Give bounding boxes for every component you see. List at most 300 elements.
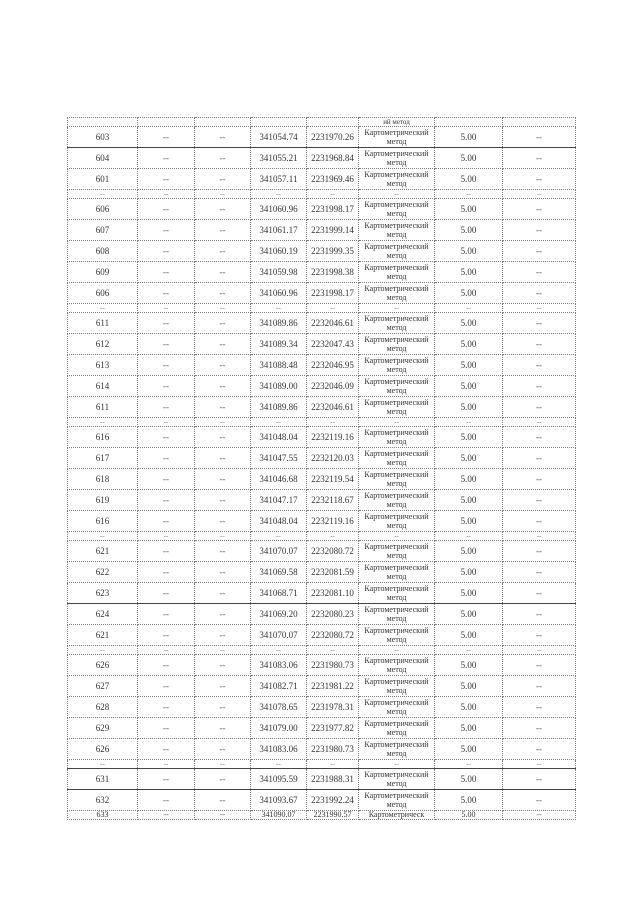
cell-c2: -- [138, 676, 195, 697]
cell-x: 341069.20 [251, 604, 307, 625]
cell-no: 617 [68, 448, 138, 469]
cell-c8: -- [503, 334, 576, 355]
cell-y: 2232046.95 [307, 355, 359, 376]
cell-c2: -- [138, 283, 195, 304]
cell-x: 341070.07 [251, 625, 307, 646]
cell-c2: -- [138, 760, 195, 769]
cell-c3: -- [195, 718, 251, 739]
cell-c2: -- [138, 334, 195, 355]
cell-c2: -- [138, 769, 195, 790]
cell-accuracy: 5.00 [435, 376, 503, 397]
cell-accuracy: 5.00 [435, 604, 503, 625]
cell-y: 2231980.73 [307, 739, 359, 760]
cell-method: Картометрический метод [359, 199, 435, 220]
cell-c2: -- [138, 541, 195, 562]
cell-c2: -- [138, 127, 195, 148]
cell-c2: -- [138, 562, 195, 583]
cell-c8: -- [503, 625, 576, 646]
cell-x: 341089.00 [251, 376, 307, 397]
cell-c3: -- [195, 676, 251, 697]
cell-no: 611 [68, 397, 138, 418]
cell-c8: -- [503, 811, 576, 820]
cell-no: -- [68, 304, 138, 313]
cell-method: Картометрический метод [359, 397, 435, 418]
cell-no: 621 [68, 541, 138, 562]
cell-c2: -- [138, 148, 195, 169]
table-row [68, 397, 576, 418]
cell-method: ий метод [359, 118, 435, 127]
cell-x: 341048.04 [251, 427, 307, 448]
cell-x: -- [251, 418, 307, 427]
cell-c3: -- [195, 811, 251, 820]
cell-c3: -- [195, 418, 251, 427]
cell-c8: -- [503, 790, 576, 811]
cell-c8: -- [503, 562, 576, 583]
cell-c3: -- [195, 562, 251, 583]
cell-accuracy: 5.00 [435, 490, 503, 511]
cell-c3: -- [195, 769, 251, 790]
table-row [68, 313, 576, 334]
cell-no: 627 [68, 676, 138, 697]
cell-no: 619 [68, 490, 138, 511]
cell-no: 601 [68, 169, 138, 190]
cell-method: Картометрический метод [359, 511, 435, 532]
cell-accuracy: 5.00 [435, 169, 503, 190]
cell-c3: -- [195, 334, 251, 355]
cell-x: -- [251, 190, 307, 199]
cell-y: 2231999.14 [307, 220, 359, 241]
cell-x: 341047.17 [251, 490, 307, 511]
cell-x: 341070.07 [251, 541, 307, 562]
cell-c3: -- [195, 313, 251, 334]
cell-x: 341079.00 [251, 718, 307, 739]
cell-no: 606 [68, 283, 138, 304]
cell-x [251, 118, 307, 127]
cell-y: -- [307, 190, 359, 199]
cell-no: 618 [68, 469, 138, 490]
cell-y: 2231981.22 [307, 676, 359, 697]
cell-c2: -- [138, 190, 195, 199]
cell-c8: -- [503, 148, 576, 169]
cell-x: 341057.11 [251, 169, 307, 190]
table-row [68, 790, 576, 811]
cell-c2: -- [138, 790, 195, 811]
cell-y: 2231998.17 [307, 199, 359, 220]
table-row [68, 697, 576, 718]
cell-c2: -- [138, 220, 195, 241]
cell-method: Картометрический метод [359, 541, 435, 562]
cell-c3: -- [195, 427, 251, 448]
cell-x: 341083.06 [251, 739, 307, 760]
cell-accuracy: 5.00 [435, 625, 503, 646]
cell-c2: -- [138, 655, 195, 676]
cell-c2: -- [138, 313, 195, 334]
cell-method: Картометрический метод [359, 583, 435, 604]
cell-y: 2231980.73 [307, 655, 359, 676]
cell-y: 2231968.84 [307, 148, 359, 169]
cell-no: 609 [68, 262, 138, 283]
cell-accuracy: 5.00 [435, 355, 503, 376]
cell-accuracy: 5.00 [435, 448, 503, 469]
cell-c2: -- [138, 355, 195, 376]
cell-method: Картометрический метод [359, 376, 435, 397]
table-row [68, 469, 576, 490]
cell-c3: -- [195, 697, 251, 718]
cell-c8: -- [503, 397, 576, 418]
cell-method: Картометрический метод [359, 169, 435, 190]
table-row [68, 604, 576, 625]
cell-c2: -- [138, 469, 195, 490]
cell-c8: -- [503, 541, 576, 562]
cell-y: 2231988.31 [307, 769, 359, 790]
cell-y: 2231977.82 [307, 718, 359, 739]
cell-no: 616 [68, 427, 138, 448]
cell-no: 629 [68, 718, 138, 739]
cell-method: -- [359, 304, 435, 313]
table-row [68, 718, 576, 739]
cell-accuracy [435, 118, 503, 127]
table-row [68, 262, 576, 283]
coordinates-table [67, 117, 576, 820]
cell-c8: -- [503, 199, 576, 220]
table-separator-row [68, 760, 576, 769]
cell-c8: -- [503, 283, 576, 304]
cell-method: Картометрический метод [359, 697, 435, 718]
cell-x: 341089.86 [251, 313, 307, 334]
cell-c3: -- [195, 283, 251, 304]
table-row [68, 541, 576, 562]
cell-c3: -- [195, 304, 251, 313]
cell-no: 606 [68, 199, 138, 220]
cell-c3: -- [195, 220, 251, 241]
cell-x: 341061.17 [251, 220, 307, 241]
cell-c2: -- [138, 169, 195, 190]
cell-c8: -- [503, 127, 576, 148]
cell-accuracy: 5.00 [435, 718, 503, 739]
cell-method: Картометрический метод [359, 148, 435, 169]
cell-x: 341089.34 [251, 334, 307, 355]
cell-no: 614 [68, 376, 138, 397]
cell-no: 626 [68, 655, 138, 676]
cell-y: 2232118.67 [307, 490, 359, 511]
cell-no: 621 [68, 625, 138, 646]
cell-c3: -- [195, 448, 251, 469]
cell-accuracy: 5.00 [435, 148, 503, 169]
cell-y: -- [307, 418, 359, 427]
cell-y: 2232080.23 [307, 604, 359, 625]
cell-method: -- [359, 760, 435, 769]
cell-accuracy: 5.00 [435, 655, 503, 676]
cell-accuracy: 5.00 [435, 676, 503, 697]
cell-x: 341060.19 [251, 241, 307, 262]
cell-c8: -- [503, 646, 576, 655]
cell-c3: -- [195, 190, 251, 199]
cell-no: 632 [68, 790, 138, 811]
cell-c3: -- [195, 604, 251, 625]
cell-method: -- [359, 418, 435, 427]
cell-y: 2232080.72 [307, 625, 359, 646]
cell-c3: -- [195, 490, 251, 511]
cell-accuracy: 5.00 [435, 469, 503, 490]
cell-no: 604 [68, 148, 138, 169]
cell-method: Картометрический метод [359, 241, 435, 262]
table-row [68, 676, 576, 697]
cell-accuracy: 5.00 [435, 562, 503, 583]
table-separator-row [68, 532, 576, 541]
cell-no: 626 [68, 739, 138, 760]
table-row [68, 169, 576, 190]
cell-x: 341093.67 [251, 790, 307, 811]
cell-no: 616 [68, 511, 138, 532]
cell-x: 341068.71 [251, 583, 307, 604]
cell-y: 2232120.03 [307, 448, 359, 469]
cell-method: Картометрический метод [359, 490, 435, 511]
cell-c2: -- [138, 718, 195, 739]
cell-x: -- [251, 532, 307, 541]
cell-no: 623 [68, 583, 138, 604]
cell-c2: -- [138, 604, 195, 625]
table-separator-row [68, 646, 576, 655]
cell-c8: -- [503, 676, 576, 697]
cell-accuracy: 5.00 [435, 283, 503, 304]
cell-accuracy: 5.00 [435, 583, 503, 604]
cell-c3: -- [195, 199, 251, 220]
cell-no: -- [68, 418, 138, 427]
cell-y: 2232119.16 [307, 427, 359, 448]
cell-c8: -- [503, 376, 576, 397]
cell-y: 2232119.16 [307, 511, 359, 532]
table-row [68, 283, 576, 304]
cell-y: -- [307, 304, 359, 313]
cell-c8: -- [503, 262, 576, 283]
cell-c2: -- [138, 490, 195, 511]
cell-accuracy: 5.00 [435, 199, 503, 220]
cell-method: Картометрический метод [359, 676, 435, 697]
cell-c8: -- [503, 190, 576, 199]
cell-x: 341054.74 [251, 127, 307, 148]
cell-x: 341060.96 [251, 283, 307, 304]
cell-c8: -- [503, 760, 576, 769]
cell-c3: -- [195, 541, 251, 562]
table-row [68, 490, 576, 511]
cell-y: 2232047.43 [307, 334, 359, 355]
cell-method: Картометрический метод [359, 790, 435, 811]
cell-y: 2232119.54 [307, 469, 359, 490]
cell-c2: -- [138, 811, 195, 820]
cell-c3: -- [195, 583, 251, 604]
cell-c8: -- [503, 604, 576, 625]
cell-c8: -- [503, 697, 576, 718]
cell-method: Картометрический метод [359, 334, 435, 355]
cell-y: 2232081.59 [307, 562, 359, 583]
cell-no: -- [68, 190, 138, 199]
cell-accuracy: 5.00 [435, 397, 503, 418]
cell-accuracy: 5.00 [435, 127, 503, 148]
cell-y: 2232046.09 [307, 376, 359, 397]
cell-no: 631 [68, 769, 138, 790]
cell-method: Картометрический метод [359, 448, 435, 469]
cell-c2: -- [138, 199, 195, 220]
cell-c8: -- [503, 655, 576, 676]
cell-no: -- [68, 532, 138, 541]
cell-c2: -- [138, 418, 195, 427]
table-separator-row [68, 190, 576, 199]
cell-no [68, 118, 138, 127]
cell-c3: -- [195, 511, 251, 532]
cell-c8: -- [503, 313, 576, 334]
cell-method: -- [359, 532, 435, 541]
cell-y: 2231970.26 [307, 127, 359, 148]
cell-method: Картометрический метод [359, 718, 435, 739]
cell-accuracy: 5.00 [435, 697, 503, 718]
table-row [68, 148, 576, 169]
cell-y: 2232046.61 [307, 313, 359, 334]
cell-c8: -- [503, 718, 576, 739]
cell-method: Картометрический метод [359, 469, 435, 490]
cell-c3 [195, 118, 251, 127]
cell-c8: -- [503, 469, 576, 490]
cell-x: 341047.55 [251, 448, 307, 469]
cell-c3: -- [195, 148, 251, 169]
table-row [68, 655, 576, 676]
cell-c2: -- [138, 532, 195, 541]
cell-c8: -- [503, 532, 576, 541]
table-row-fragment [68, 118, 576, 127]
cell-c3: -- [195, 469, 251, 490]
cell-no: 613 [68, 355, 138, 376]
table-row [68, 199, 576, 220]
cell-no: -- [68, 646, 138, 655]
cell-method: Картометрический метод [359, 262, 435, 283]
cell-c2: -- [138, 241, 195, 262]
cell-c8: -- [503, 490, 576, 511]
cell-c2: -- [138, 304, 195, 313]
cell-c8: -- [503, 448, 576, 469]
cell-accuracy: -- [435, 760, 503, 769]
cell-x: 341095.59 [251, 769, 307, 790]
cell-c2: -- [138, 625, 195, 646]
cell-accuracy: 5.00 [435, 511, 503, 532]
cell-c3: -- [195, 397, 251, 418]
cell-y: 2232046.61 [307, 397, 359, 418]
cell-no: 607 [68, 220, 138, 241]
cell-c2: -- [138, 739, 195, 760]
cell-c8: -- [503, 511, 576, 532]
cell-no: 603 [68, 127, 138, 148]
cell-method: Картометрический метод [359, 355, 435, 376]
cell-y: -- [307, 646, 359, 655]
cell-method: Картометрический метод [359, 625, 435, 646]
cell-y: 2231978.31 [307, 697, 359, 718]
cell-c3: -- [195, 625, 251, 646]
cell-y: 2231998.17 [307, 283, 359, 304]
cell-no: -- [68, 760, 138, 769]
cell-y: 2231969.46 [307, 169, 359, 190]
table-row [68, 334, 576, 355]
cell-y: 2231992.24 [307, 790, 359, 811]
cell-c8 [503, 118, 576, 127]
cell-method: Картометрический метод [359, 127, 435, 148]
table-row [68, 739, 576, 760]
cell-method: Картометрический метод [359, 769, 435, 790]
table-separator-row [68, 304, 576, 313]
table-row [68, 427, 576, 448]
cell-method: Картометрический метод [359, 220, 435, 241]
cell-method: Картометрический метод [359, 283, 435, 304]
cell-c3: -- [195, 127, 251, 148]
cell-method: -- [359, 190, 435, 199]
cell-method: Картометрический метод [359, 427, 435, 448]
cell-c3: -- [195, 169, 251, 190]
cell-c3: -- [195, 241, 251, 262]
cell-x: 341059.98 [251, 262, 307, 283]
cell-x: 341078.65 [251, 697, 307, 718]
cell-c3: -- [195, 262, 251, 283]
cell-method: Картометрический метод [359, 313, 435, 334]
table-row [68, 562, 576, 583]
cell-c2: -- [138, 583, 195, 604]
cell-accuracy: -- [435, 418, 503, 427]
cell-c8: -- [503, 739, 576, 760]
cell-c3: -- [195, 355, 251, 376]
cell-c2: -- [138, 448, 195, 469]
cell-c3: -- [195, 376, 251, 397]
cell-y: 2231998.38 [307, 262, 359, 283]
cell-method: -- [359, 646, 435, 655]
table-row [68, 448, 576, 469]
cell-x: 341089.86 [251, 397, 307, 418]
cell-method: Картометрический метод [359, 739, 435, 760]
cell-method: Картометрический метод [359, 562, 435, 583]
cell-accuracy: 5.00 [435, 427, 503, 448]
cell-c2 [138, 118, 195, 127]
cell-x: 341048.04 [251, 511, 307, 532]
table-row [68, 811, 576, 820]
table-row [68, 769, 576, 790]
cell-c3: -- [195, 532, 251, 541]
cell-x: 341083.06 [251, 655, 307, 676]
cell-x: 341090.07 [251, 811, 307, 820]
cell-x: 341069.58 [251, 562, 307, 583]
cell-c2: -- [138, 697, 195, 718]
cell-c8: -- [503, 427, 576, 448]
cell-y: 2232081.10 [307, 583, 359, 604]
cell-method: Картометрическ [359, 811, 435, 820]
cell-method: Картометрический метод [359, 604, 435, 625]
cell-no: 622 [68, 562, 138, 583]
table-row [68, 625, 576, 646]
cell-accuracy: 5.00 [435, 334, 503, 355]
cell-y: -- [307, 760, 359, 769]
cell-accuracy: -- [435, 532, 503, 541]
cell-method: Картометрический метод [359, 655, 435, 676]
cell-y: -- [307, 532, 359, 541]
cell-accuracy: 5.00 [435, 739, 503, 760]
cell-no: 624 [68, 604, 138, 625]
cell-x: 341046.68 [251, 469, 307, 490]
table-row [68, 220, 576, 241]
cell-c8: -- [503, 355, 576, 376]
cell-accuracy: 5.00 [435, 220, 503, 241]
cell-x: -- [251, 760, 307, 769]
cell-c3: -- [195, 646, 251, 655]
cell-no: 633 [68, 811, 138, 820]
table-row [68, 241, 576, 262]
cell-no: 608 [68, 241, 138, 262]
cell-accuracy: 5.00 [435, 790, 503, 811]
cell-c3: -- [195, 739, 251, 760]
cell-accuracy: -- [435, 646, 503, 655]
